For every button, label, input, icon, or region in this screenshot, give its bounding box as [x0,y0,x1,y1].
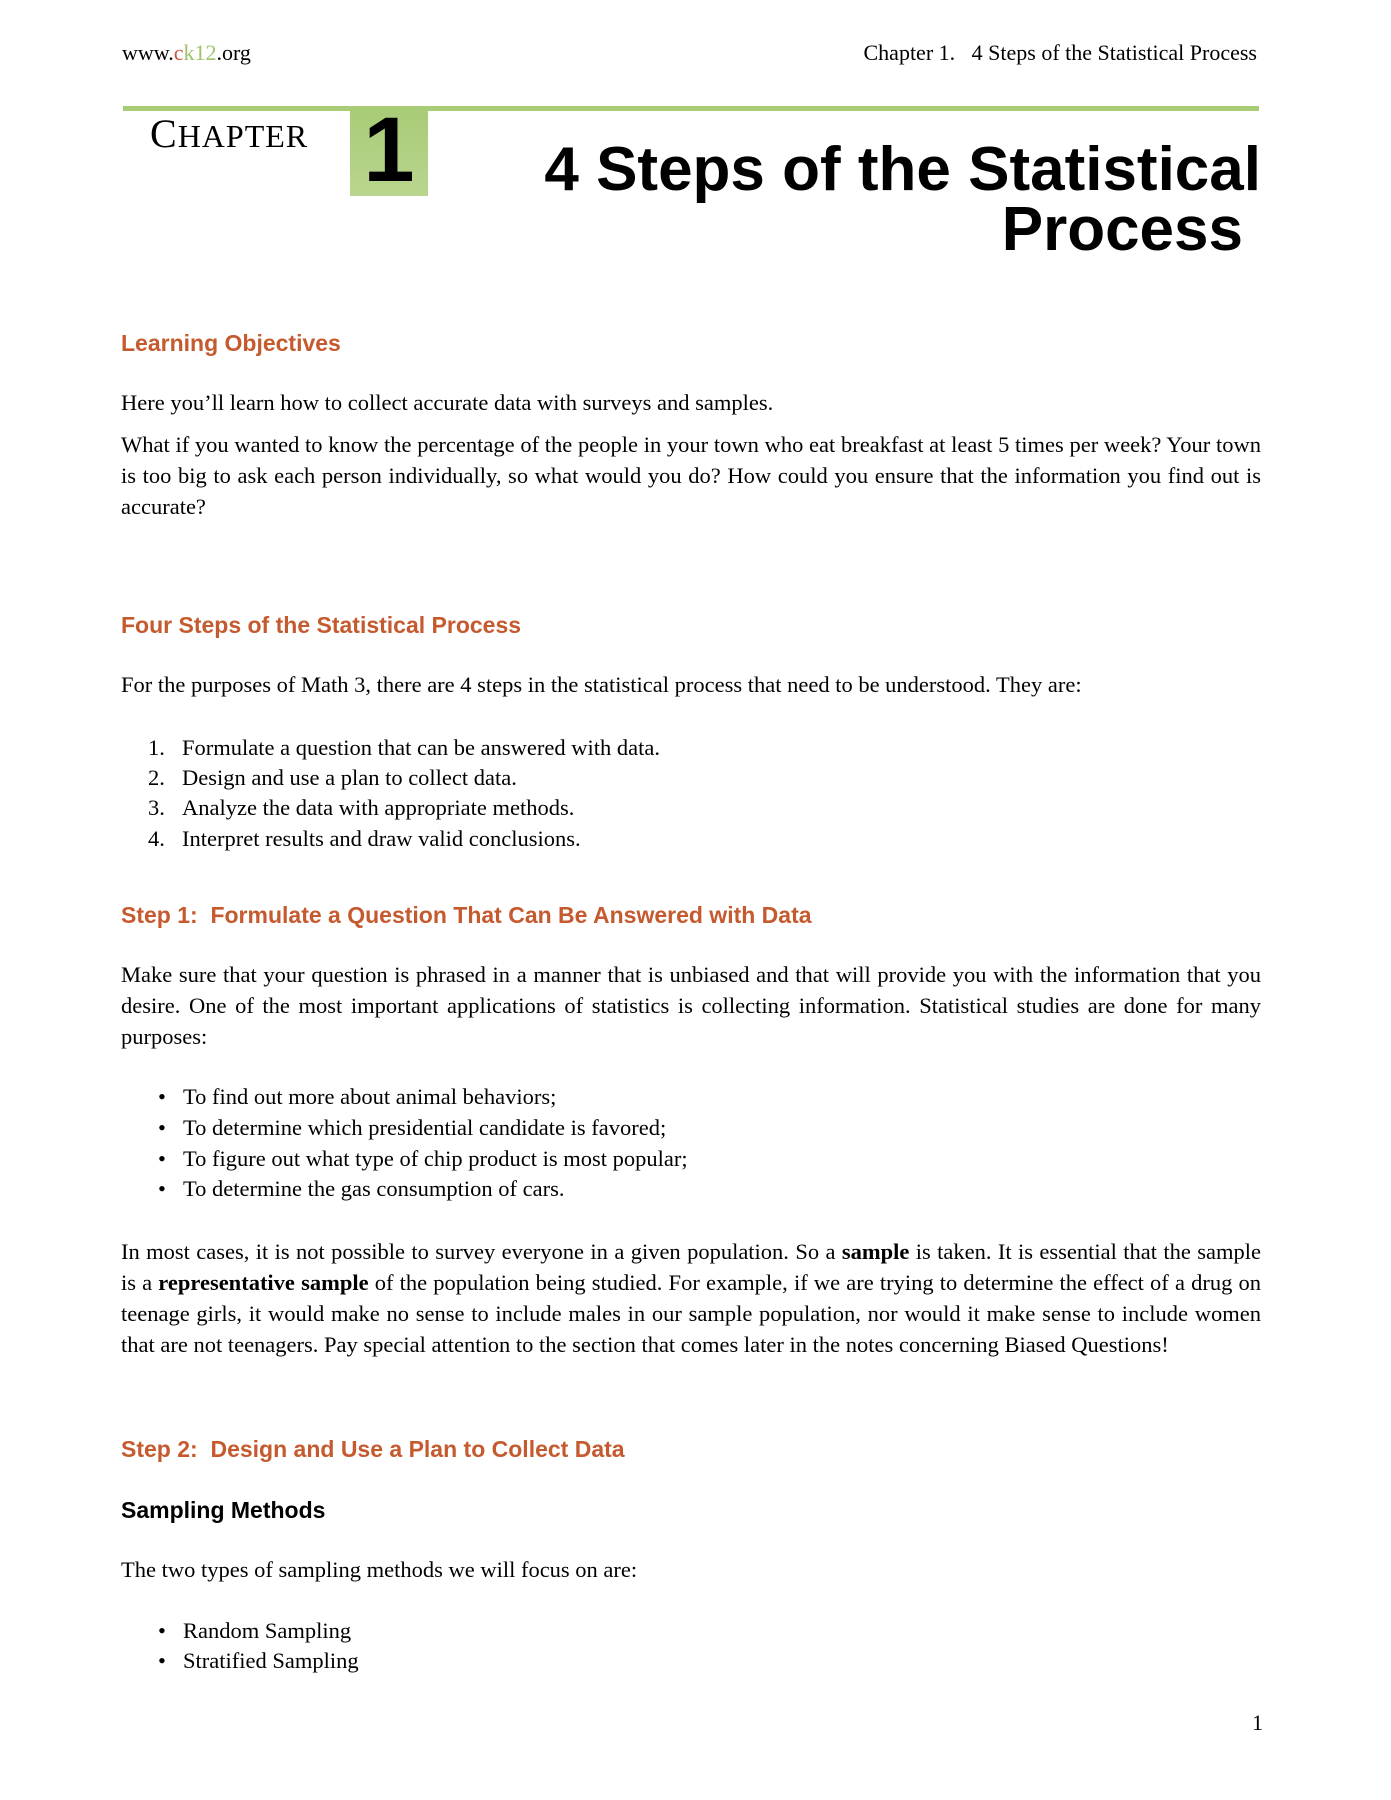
step2-heading: Step 2: Design and Use a Plan to Collect Data [121,1436,625,1462]
chapter-title-line2: Process [1001,195,1243,264]
step-list-item [148,762,517,793]
step-list-item [148,792,574,823]
step-list-item [148,732,660,763]
chapter-label-initial: C [150,111,178,156]
chapter-number: 1 [363,99,415,201]
list-text: Random Sampling [183,1618,352,1643]
list-text: Stratified Sampling [183,1648,359,1673]
sampling-methods-heading: Sampling Methods [121,1497,326,1523]
text-span: is taken. It is essential that the sample is a [121,1239,1262,1295]
page-number: 1 [1252,1710,1263,1735]
bullet-icon: • [158,1146,166,1171]
purpose-list-item [158,1143,688,1174]
purpose-list-item [158,1081,556,1112]
list-number: 2. [148,765,165,790]
sampling-list-item [158,1615,351,1646]
bullet-icon: • [158,1084,166,1109]
text-span: of the population being studied. For example, if we are trying to determine the effect of a drug on teenage girls, it would make no sense to include males in our sample population, nor would it make sense to include women that are not teenagers. Pay special attention to the section that comes later in the notes concerning Biased Questions! [121,1270,1261,1357]
step1-heading: Step 1: Formulate a Question That Can Be Answered with Data [121,902,812,928]
site-url[interactable] [122,40,251,66]
chapter-title-line1: 4 Steps of the Statistical [544,135,1261,204]
learning-objectives-heading: Learning Objectives [121,330,341,356]
text-span: In most cases, it is not possible to survey everyone in a given population. So a [121,1239,842,1264]
term-representative-sample: representative sample [158,1270,369,1295]
term-sample: sample [841,1239,910,1264]
list-number: 4. [148,826,165,851]
purpose-list-item [158,1173,564,1204]
list-text: To find out more about animal behaviors; [183,1084,557,1109]
list-number: 1. [148,735,165,760]
four-steps-heading: Four Steps of the Statistical Process [121,612,522,638]
chapter-title [501,135,1261,264]
four-steps-intro: For the purposes of Math 3, there are 4 steps in the statistical process that need to be understood. They are: [121,672,1082,697]
bullet-icon: • [158,1648,166,1673]
bullet-icon: • [158,1618,166,1643]
site-url-k12: k12 [183,40,217,65]
list-text: To figure out what type of chip product is most popular; [183,1146,688,1171]
site-url-prefix: www. [122,40,174,65]
list-number: 3. [148,795,165,820]
running-chapter-title: Chapter 1. 4 Steps of the Statistical Process [863,40,1257,65]
step1-paragraph: Make sure that your question is phrased in a manner that is unbiased and that will provide you with the information that you desire. One of the most important applications of statistics is collecting information. Statistical studies are done for many purposes: [121,962,1261,1049]
list-text: Analyze the data with appropriate methods. [182,795,575,820]
sampling-list-item [158,1645,359,1676]
chapter-label-rest: HAPTER [177,118,309,154]
list-text: Design and use a plan to collect data. [182,765,517,790]
site-url-suffix: .org [216,40,251,65]
learning-objectives-intro: Here you’ll learn how to collect accurate data with surveys and samples. [121,390,774,415]
bullet-icon: • [158,1176,166,1201]
list-text: To determine which presidential candidate is favored; [183,1115,667,1140]
list-text: Interpret results and draw valid conclusions. [182,826,581,851]
purpose-list-item [158,1112,666,1143]
bullet-icon: • [158,1115,166,1140]
learning-objectives-question: What if you wanted to know the percentage of the people in your town who eat breakfast at least 5 times per week? Your town is too big to ask each person individually, so what would you do? How could you ensure that the information you find out is accurate? [121,432,1261,519]
sample-paragraph [121,1236,1261,1360]
chapter-rule [123,106,1259,111]
list-text: To determine the gas consumption of cars. [183,1176,565,1201]
step-list-item [148,823,581,854]
list-text: Formulate a question that can be answered with data. [182,735,660,760]
site-url-c: c [173,40,184,65]
sampling-intro: The two types of sampling methods we will focus on are: [121,1557,638,1582]
chapter-label [150,112,308,158]
